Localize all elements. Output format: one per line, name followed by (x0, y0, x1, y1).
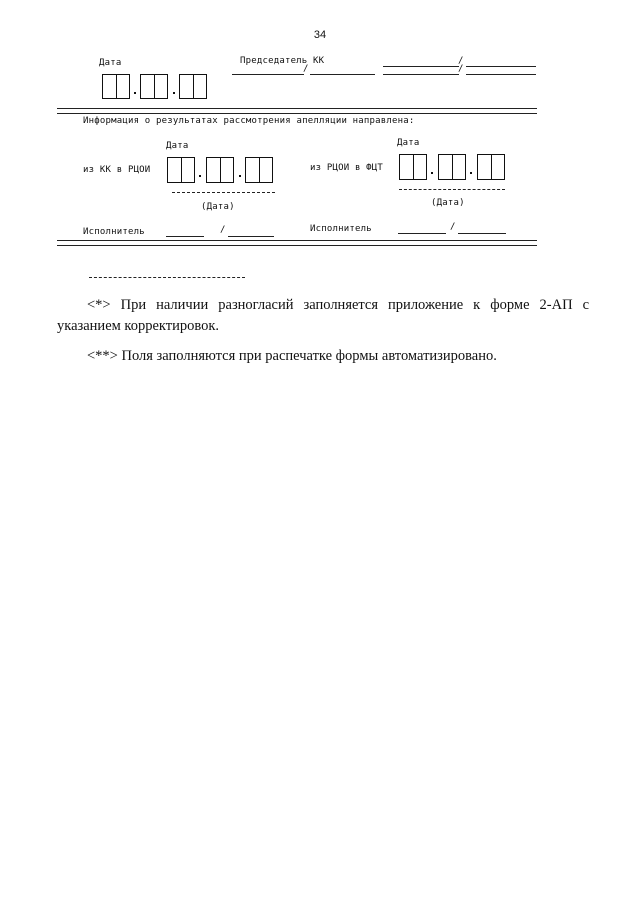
chairman-label: Председатель КК (240, 56, 325, 66)
footnote-2: <**> Поля заполняются при распечатке формы автоматизировано. (87, 348, 497, 364)
name-line[interactable] (458, 233, 506, 234)
date-underline (399, 189, 505, 190)
month-box[interactable] (206, 157, 234, 183)
signature-line[interactable] (383, 66, 459, 67)
slash: / (220, 225, 226, 235)
name-line[interactable] (310, 74, 375, 75)
section-divider (57, 240, 537, 241)
executor-label: Исполнитель (310, 224, 372, 234)
name-line[interactable] (466, 74, 536, 75)
slash: / (458, 56, 464, 66)
info-heading: Информация о результатах рассмотрения апелляции направлена: (83, 116, 415, 126)
date-separator (431, 172, 433, 174)
section-divider (57, 113, 537, 114)
date-separator (199, 175, 201, 177)
slash: / (458, 64, 464, 74)
page-number: 34 (313, 29, 327, 41)
date-caption: (Дата) (201, 202, 235, 212)
slash: / (450, 222, 456, 232)
signature-line[interactable] (166, 236, 204, 237)
date-caption: (Дата) (431, 198, 465, 208)
section-divider (57, 108, 537, 109)
month-box[interactable] (140, 74, 168, 99)
signature-line[interactable] (398, 233, 446, 234)
date-label: Дата (166, 141, 189, 151)
from-kk-label: из КК в РЦОИ (83, 165, 151, 175)
name-line[interactable] (466, 66, 536, 67)
date-separator (134, 92, 136, 94)
signature-line[interactable] (232, 74, 304, 75)
section-divider (57, 245, 537, 246)
date-label: Дата (99, 58, 122, 68)
from-rcoi-label: из РЦОИ в ФЦТ (310, 163, 384, 173)
day-box[interactable] (399, 154, 427, 180)
name-line[interactable] (228, 236, 274, 237)
date-separator (239, 175, 241, 177)
year-box[interactable] (179, 74, 207, 99)
year-box[interactable] (477, 154, 505, 180)
date-underline (172, 192, 275, 193)
date-label: Дата (397, 138, 420, 148)
month-box[interactable] (438, 154, 466, 180)
day-box[interactable] (102, 74, 130, 99)
footnote-separator (89, 277, 245, 278)
date-separator (173, 92, 175, 94)
executor-label: Исполнитель (83, 227, 145, 237)
slash: / (303, 64, 309, 74)
day-box[interactable] (167, 157, 195, 183)
signature-line[interactable] (383, 74, 459, 75)
date-separator (470, 172, 472, 174)
year-box[interactable] (245, 157, 273, 183)
footnote-1: <*> При наличии разногласий заполняется приложение к форме 2-АП с указанием корректировок. (57, 297, 589, 334)
